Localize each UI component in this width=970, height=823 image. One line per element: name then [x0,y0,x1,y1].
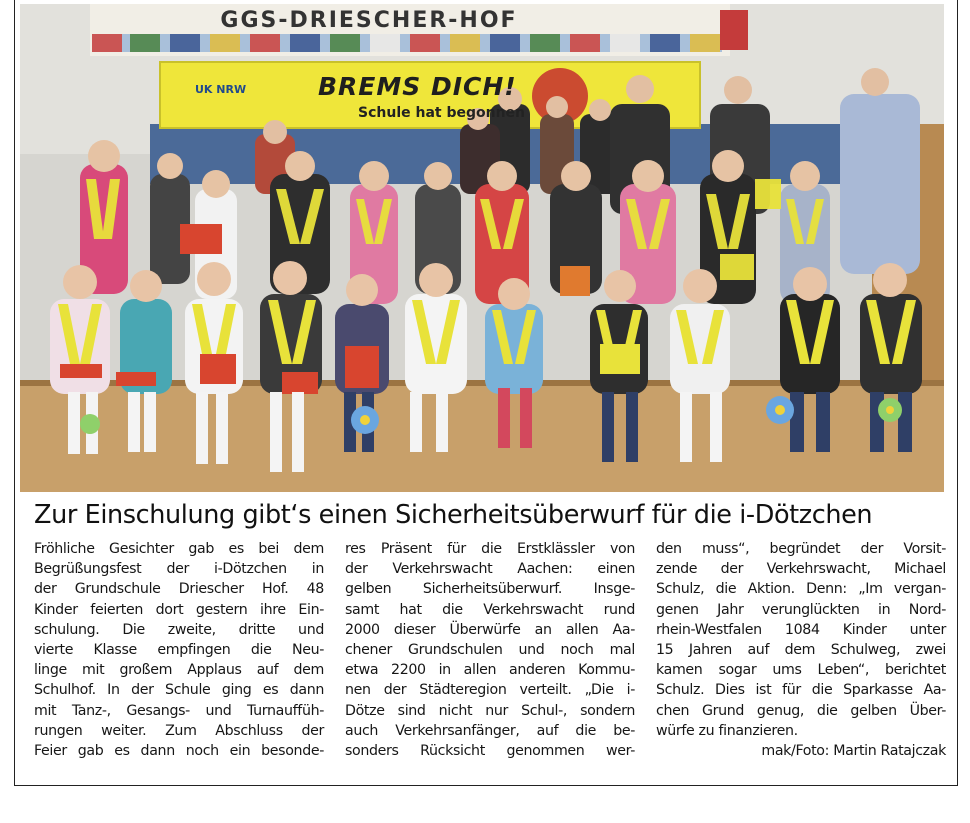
text-line: der Verkehrswacht Aachen: einen [345,561,635,578]
text-line: sonders Rücksicht genommen wer- [345,742,635,759]
article-photo [20,4,944,492]
sign-title: BREMS DICH! [318,72,517,101]
text-line: etwa 2200 in allen anderen Kommu- [345,662,635,679]
text-line: 15 Jahren auf dem Schulweg, zwei [656,641,946,658]
text-line: Schulz, die Aktion. Denn: „Im vergan- [656,581,946,598]
article-headline: Zur Einschulung gibt‘s einen Sicherheitsüberwurf für die i-Dötzchen [34,500,873,530]
text-line: chen Grund genug, die gelben Über- [656,702,946,719]
text-line: samt hat die Verkehrswacht rund [345,601,635,618]
text-line: den muss“, begründet der Vorsit- [656,541,946,557]
text-column-2 [345,539,635,761]
text-column-3 [656,539,946,761]
text-line: res Präsent für die Erstklässler von [345,541,635,557]
text-line: Schulz. Dies ist für die Sparkasse Aa- [656,682,946,699]
text-line: schulung. Die zweite, dritte und [34,621,324,638]
sign-subtitle: Schule hat begonnen [358,105,526,121]
text-line: auch Verkehrsanfänger, auf die be- [345,722,635,739]
article-body [34,539,944,771]
text-line: 2000 dieser Überwürfe an allen Aa- [345,621,635,638]
text-line: vierte Klasse empfingen die Neu- [34,641,324,658]
school-banner-text: GGS-DRIESCHER-HOF [220,8,518,33]
text-line: chener Grundschulen und noch mal [345,641,635,658]
text-line: linge mit großem Applaus auf dem [34,662,324,679]
text-column-1 [34,539,324,761]
text-line: Schulhof. In der Schule ging es dann [34,682,324,699]
text-line: Begrüßungsfest der i-Dötzchen in [34,561,324,578]
text-line: rungen weiter. Zum Abschluss der [34,722,324,739]
text-line: Feier gab es dann noch ein besonde- [34,742,324,759]
text-line: nen der Städteregion verteilt. „Die i- [345,682,635,699]
text-line: würfe zu finanzieren. [656,722,798,739]
text-line: zende der Verkehrswacht, Michael [656,561,946,578]
sign-logo-text: UK NRW [195,83,247,96]
text-line: Kinder feierten dort gestern ihre Ein- [34,601,324,618]
text-line: Fröhliche Gesichter gab es bei dem [34,541,324,557]
text-line: gelben Sicherheitsüberwurf. Insge- [345,581,635,598]
photo-credit: mak/Foto: Martin Ratajczak [761,742,946,759]
text-line: rhein-Westfalen 1084 Kinder unter [656,621,946,638]
text-line: genen Jahr verunglückten in Nord- [656,601,946,618]
text-line: kamen sogar ums Leben“, berichtet [656,662,946,679]
text-line: mit Tanz-, Gesangs- und Turnauffüh- [34,702,324,719]
text-line: Dötze sind nicht nur Schul-, sondern [345,702,635,719]
text-line: der Grundschule Driescher Hof. 48 [34,581,324,598]
